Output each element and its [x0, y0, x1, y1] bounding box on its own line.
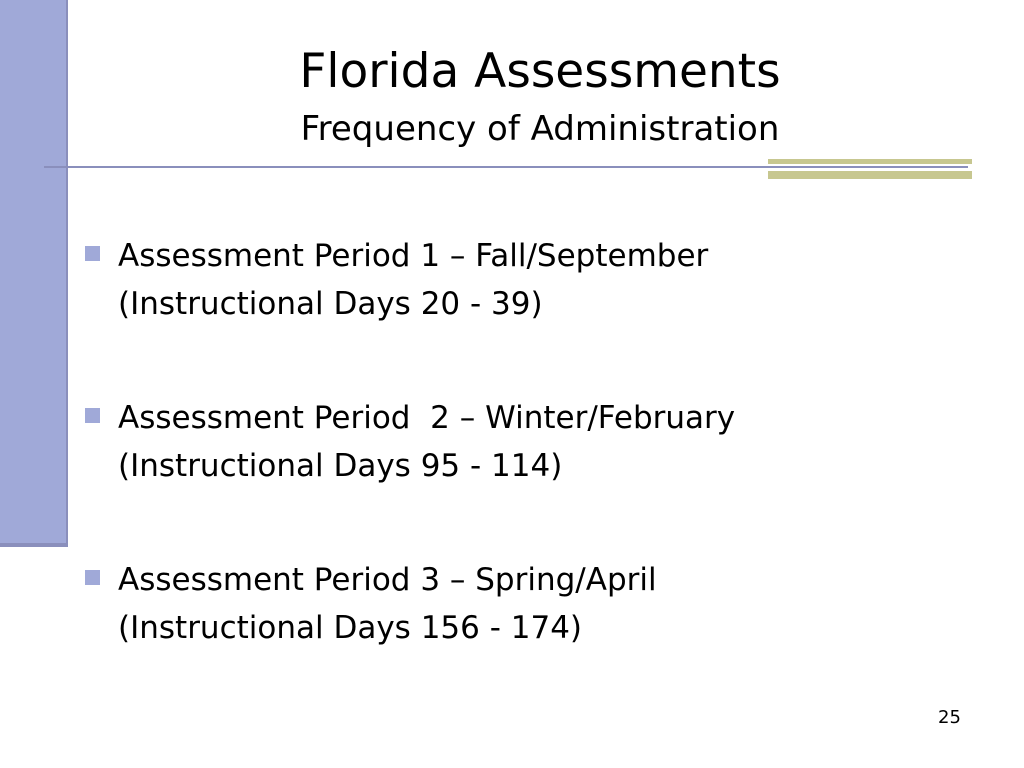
square-bullet-icon [85, 246, 100, 261]
left-accent-bar-base [0, 543, 68, 547]
title-divider [44, 166, 968, 168]
bullet-text-line-1: Assessment Period 3 – Spring/April [118, 562, 657, 598]
slide-subtitle: Frequency of Administration [300, 109, 780, 149]
slide-title: Florida Assessments [299, 44, 781, 99]
bullet-text-line-2: (Instructional Days 20 - 39) [118, 286, 543, 322]
bullet-text-line-2: (Instructional Days 95 - 114) [118, 448, 563, 484]
bullet-item [80, 232, 1000, 328]
bullet-text-line-1: Assessment Period 2 – Winter/February [118, 400, 736, 436]
bullet-text-line-1: Assessment Period 1 – Fall/September [118, 238, 709, 274]
title-divider-accent-top [768, 159, 972, 164]
bullet-item [80, 556, 1000, 652]
bullet-text-line-2: (Instructional Days 156 - 174) [118, 610, 583, 646]
bullet-list [80, 232, 1000, 718]
square-bullet-icon [85, 408, 100, 423]
slide-number: 25 [938, 707, 961, 728]
bullet-item [80, 394, 1000, 490]
title-divider-accent-bottom [768, 171, 972, 179]
square-bullet-icon [85, 570, 100, 585]
